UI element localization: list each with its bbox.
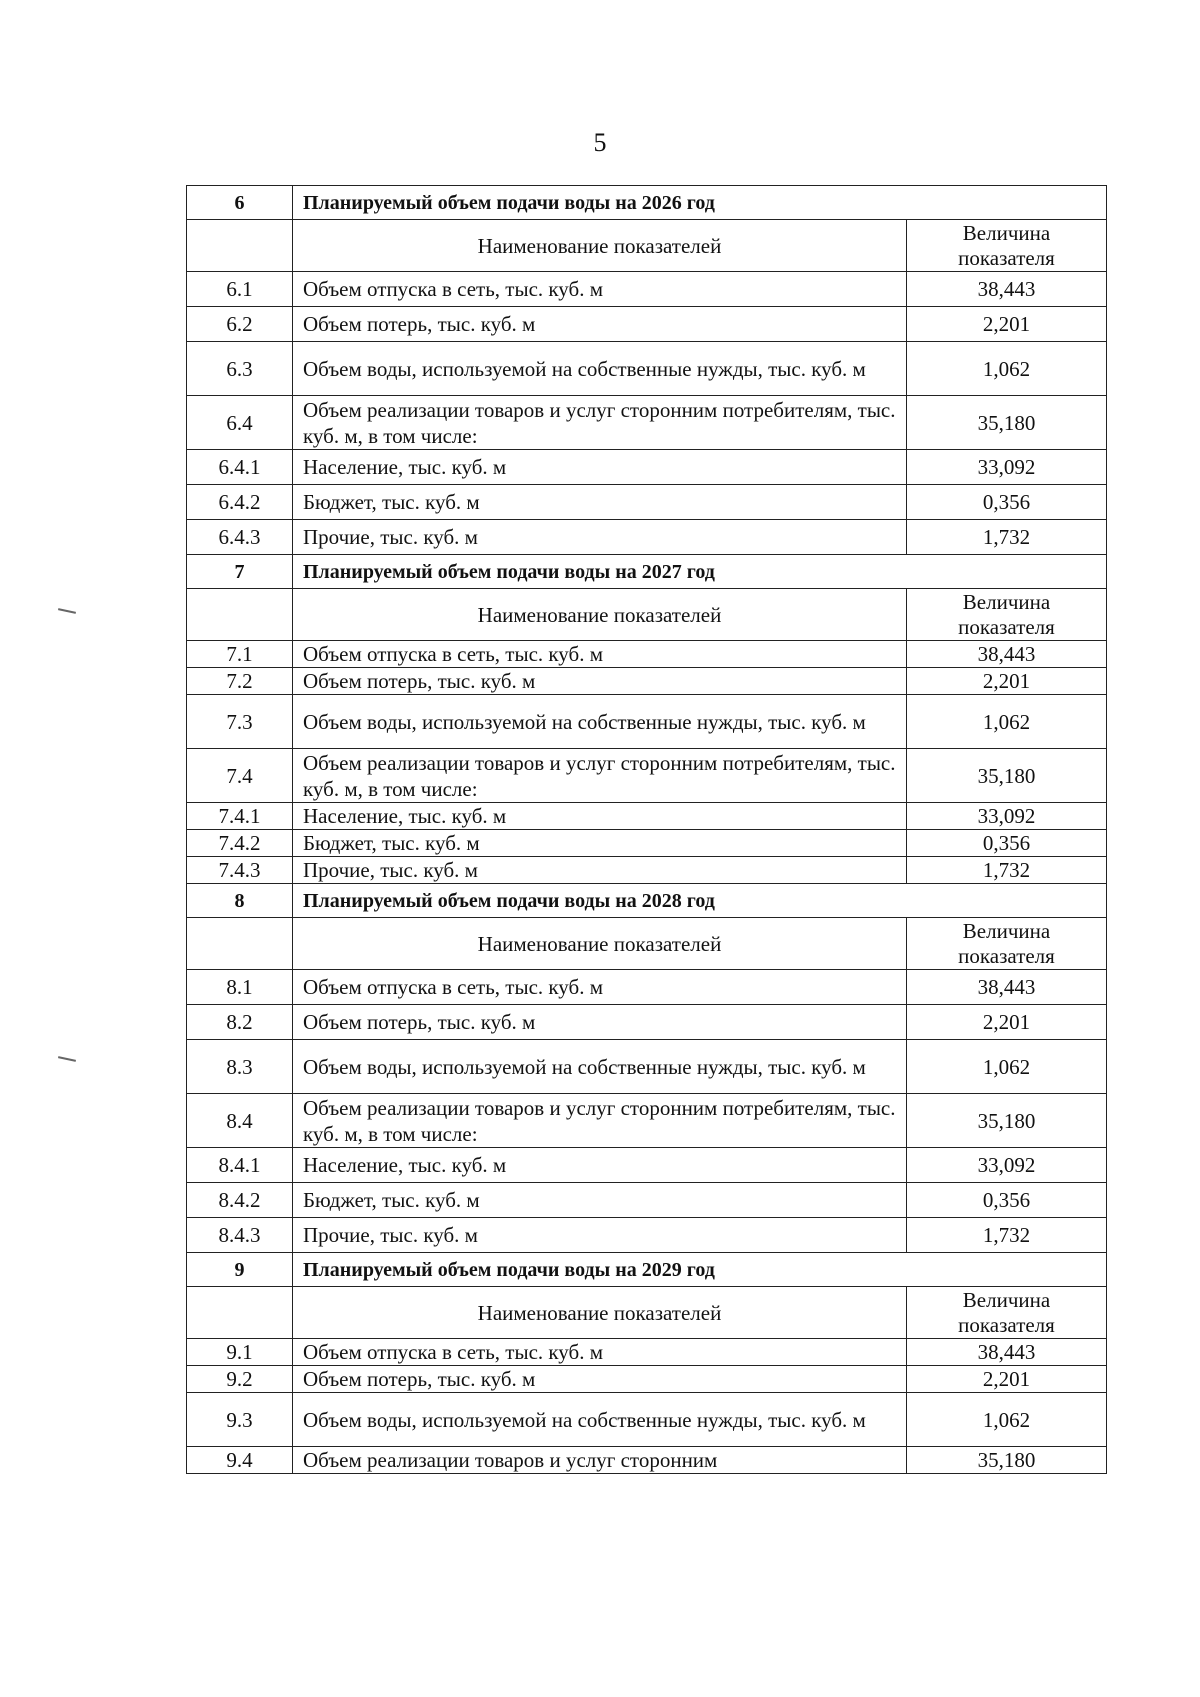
row-number: 8.2 [187,1005,293,1040]
row-name: Прочие, тыс. куб. м [293,1218,907,1253]
row-number: 8.1 [187,970,293,1005]
row-value: 35,180 [907,749,1107,803]
row-value: 1,062 [907,342,1107,396]
section-header-row [187,186,1107,220]
row-number: 9.4 [187,1447,293,1474]
table-row [187,668,1107,695]
table-row [187,749,1107,803]
row-value: 1,062 [907,1040,1107,1094]
table-row [187,307,1107,342]
row-value: 2,201 [907,1005,1107,1040]
row-number: 9.2 [187,1366,293,1393]
row-number: 6.4.2 [187,485,293,520]
row-number: 7.1 [187,641,293,668]
empty-cell [187,220,293,272]
row-value: 2,201 [907,307,1107,342]
column-header-name: Наименование показателей [293,1287,907,1339]
column-header-name: Наименование показателей [293,918,907,970]
section-title: Планируемый объем подачи воды на 2027 год [293,555,1107,589]
row-name: Объем реализации товаров и услуг сторонним потребителям, тыс. куб. м, в том числе: [293,396,907,450]
row-number: 7.4.2 [187,830,293,857]
empty-cell [187,589,293,641]
section-number: 9 [187,1253,293,1287]
column-header-value: Величина показателя [907,918,1107,970]
water-supply-table [186,185,1107,1474]
table-row [187,1040,1107,1094]
row-name: Объем воды, используемой на собственные нужды, тыс. куб. м [293,342,907,396]
row-number: 6.4.3 [187,520,293,555]
row-value: 0,356 [907,1183,1107,1218]
page-number: 5 [593,128,607,157]
section-number: 6 [187,186,293,220]
table-body [187,186,1107,1474]
section-header-row [187,884,1107,918]
table-row [187,450,1107,485]
table-row [187,272,1107,307]
table-row [187,520,1107,555]
row-value: 35,180 [907,1094,1107,1148]
row-name: Объем воды, используемой на собственные нужды, тыс. куб. м [293,1040,907,1094]
row-value: 0,356 [907,830,1107,857]
table-row [187,1148,1107,1183]
row-number: 6.4.1 [187,450,293,485]
table-row [187,1183,1107,1218]
row-name: Объем отпуска в сеть, тыс. куб. м [293,1339,907,1366]
row-number: 7.2 [187,668,293,695]
table-row [187,830,1107,857]
row-value: 35,180 [907,1447,1107,1474]
row-value: 38,443 [907,970,1107,1005]
row-name: Население, тыс. куб. м [293,803,907,830]
row-name: Прочие, тыс. куб. м [293,857,907,884]
column-header-row [187,1287,1107,1339]
row-name: Объем воды, используемой на собственные нужды, тыс. куб. м [293,695,907,749]
row-value: 38,443 [907,641,1107,668]
row-name: Объем потерь, тыс. куб. м [293,307,907,342]
row-number: 7.4 [187,749,293,803]
section-header-row [187,555,1107,589]
row-name: Прочие, тыс. куб. м [293,520,907,555]
row-number: 8.4.3 [187,1218,293,1253]
table-row [187,485,1107,520]
row-value: 1,732 [907,520,1107,555]
row-number: 9.3 [187,1393,293,1447]
row-number: 8.4.2 [187,1183,293,1218]
row-value: 38,443 [907,272,1107,307]
row-value: 38,443 [907,1339,1107,1366]
row-name: Бюджет, тыс. куб. м [293,485,907,520]
section-title: Планируемый объем подачи воды на 2029 год [293,1253,1107,1287]
row-value: 1,062 [907,1393,1107,1447]
table-row [187,857,1107,884]
row-name: Бюджет, тыс. куб. м [293,830,907,857]
row-number: 8.3 [187,1040,293,1094]
row-name: Объем воды, используемой на собственные нужды, тыс. куб. м [293,1393,907,1447]
column-header-value: Величина показателя [907,220,1107,272]
column-header-name: Наименование показателей [293,589,907,641]
column-header-name: Наименование показателей [293,220,907,272]
row-value: 33,092 [907,450,1107,485]
row-value: 33,092 [907,803,1107,830]
row-value: 1,732 [907,1218,1107,1253]
scan-mark [58,1056,76,1062]
row-name: Объем реализации товаров и услуг сторонним потребителям, тыс. куб. м, в том числе: [293,749,907,803]
row-name: Объем отпуска в сеть, тыс. куб. м [293,970,907,1005]
table-row [187,396,1107,450]
row-name: Объем реализации товаров и услуг сторонним потребителям, тыс. куб. м, в том числе: [293,1094,907,1148]
row-number: 6.2 [187,307,293,342]
section-header-row [187,1253,1107,1287]
column-header-row [187,220,1107,272]
table-row [187,1393,1107,1447]
row-name: Объем реализации товаров и услуг сторонним [293,1447,907,1474]
table-row [187,1218,1107,1253]
section-title: Планируемый объем подачи воды на 2026 год [293,186,1107,220]
row-value: 0,356 [907,485,1107,520]
section-number: 7 [187,555,293,589]
row-value: 1,062 [907,695,1107,749]
row-value: 2,201 [907,668,1107,695]
row-name: Объем потерь, тыс. куб. м [293,1005,907,1040]
table-row [187,1005,1107,1040]
row-value: 1,732 [907,857,1107,884]
row-name: Население, тыс. куб. м [293,450,907,485]
table-row [187,1094,1107,1148]
table-row [187,970,1107,1005]
row-value: 2,201 [907,1366,1107,1393]
row-number: 6.1 [187,272,293,307]
row-value: 33,092 [907,1148,1107,1183]
row-name: Население, тыс. куб. м [293,1148,907,1183]
table-row [187,641,1107,668]
row-number: 6.3 [187,342,293,396]
row-name: Объем отпуска в сеть, тыс. куб. м [293,641,907,668]
table-row [187,695,1107,749]
table-row [187,1447,1107,1474]
row-number: 9.1 [187,1339,293,1366]
column-header-value: Величина показателя [907,1287,1107,1339]
table-row [187,342,1107,396]
empty-cell [187,918,293,970]
row-name: Объем потерь, тыс. куб. м [293,668,907,695]
row-number: 6.4 [187,396,293,450]
scan-mark [58,608,76,614]
section-number: 8 [187,884,293,918]
row-number: 7.4.3 [187,857,293,884]
empty-cell [187,1287,293,1339]
column-header-value: Величина показателя [907,589,1107,641]
column-header-row [187,918,1107,970]
table-row [187,803,1107,830]
column-header-row [187,589,1107,641]
row-name: Объем потерь, тыс. куб. м [293,1366,907,1393]
row-number: 7.4.1 [187,803,293,830]
row-name: Объем отпуска в сеть, тыс. куб. м [293,272,907,307]
table-row [187,1339,1107,1366]
row-number: 7.3 [187,695,293,749]
row-number: 8.4.1 [187,1148,293,1183]
row-name: Бюджет, тыс. куб. м [293,1183,907,1218]
row-number: 8.4 [187,1094,293,1148]
row-value: 35,180 [907,396,1107,450]
section-title: Планируемый объем подачи воды на 2028 год [293,884,1107,918]
table-row [187,1366,1107,1393]
